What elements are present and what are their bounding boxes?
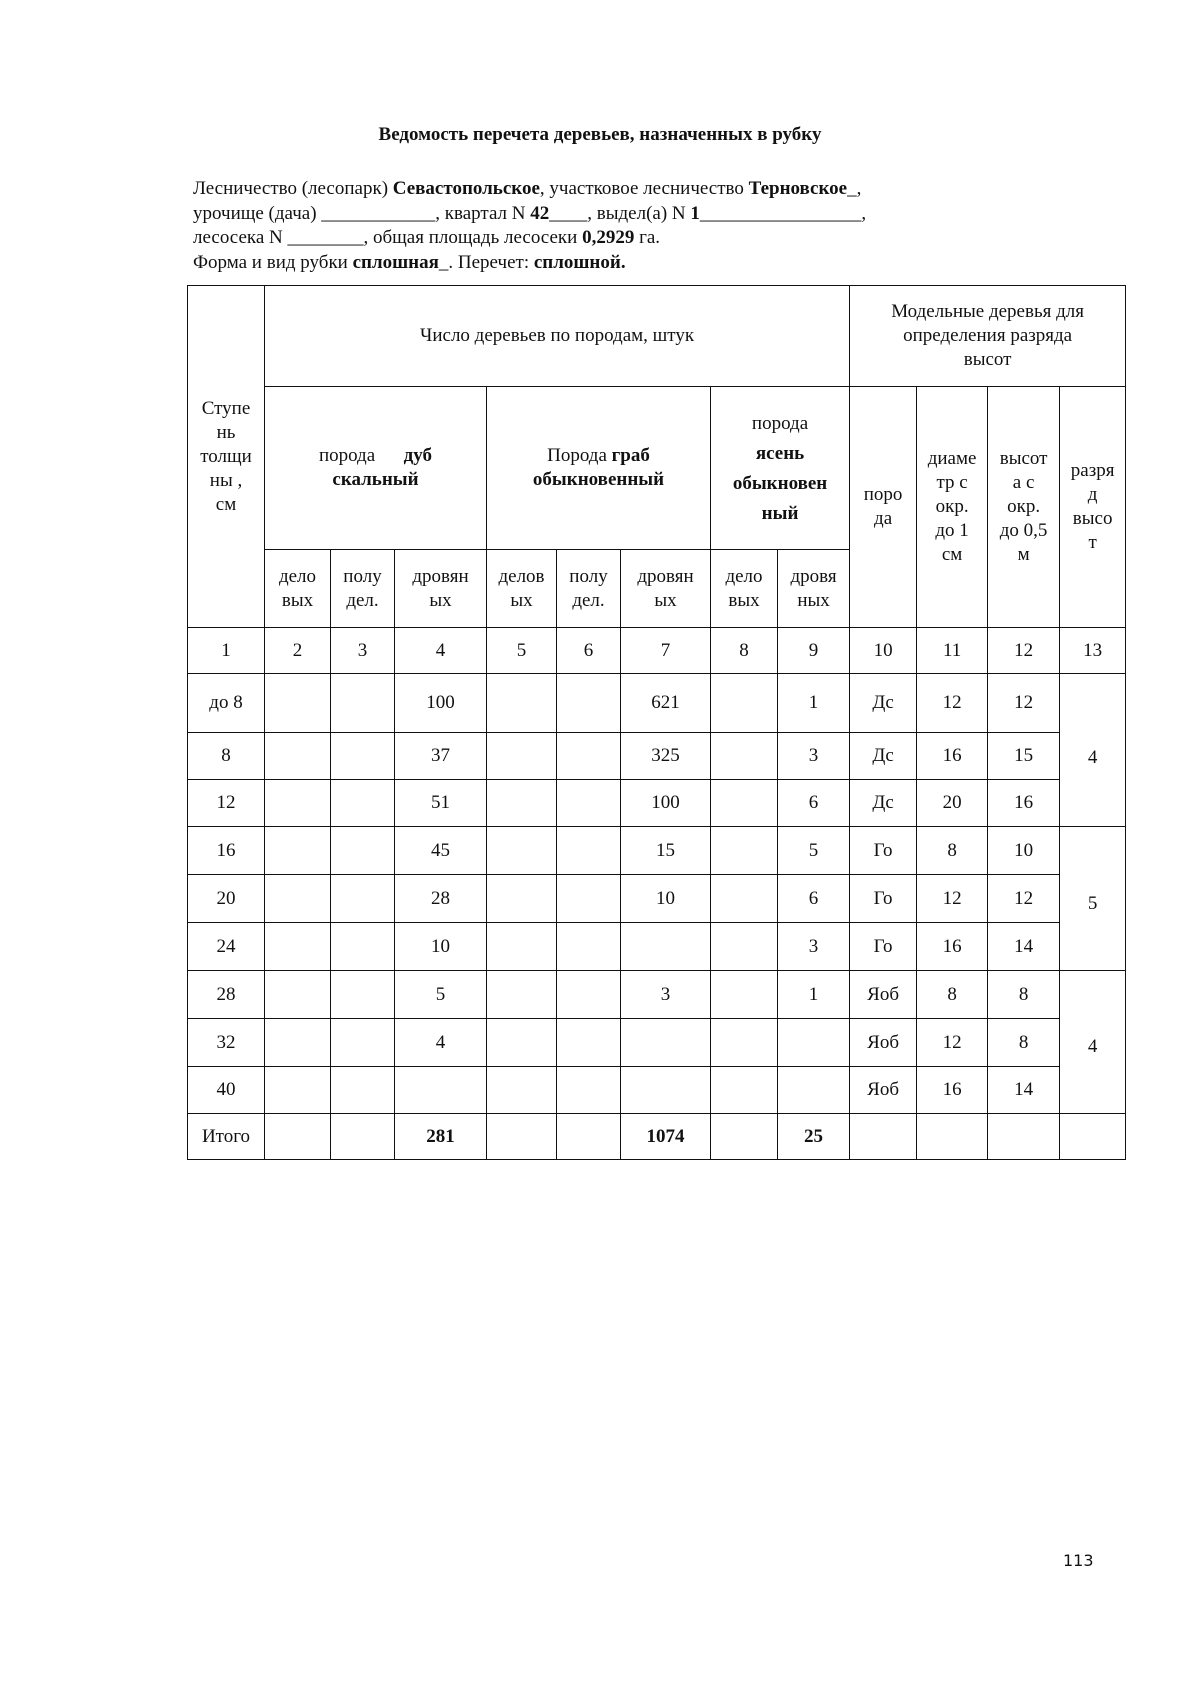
intro-line-4: Форма и вид рубки сплошная_. Перечет: сплошной. [193, 251, 626, 273]
cell [331, 780, 395, 827]
column-number: 8 [711, 628, 778, 674]
table-row [188, 923, 1126, 971]
column-number: 5 [487, 628, 557, 674]
thickness-step: 8 [188, 733, 265, 780]
cell [331, 923, 395, 971]
total-ash-firewood: 25 [778, 1114, 850, 1160]
cell [331, 1114, 395, 1160]
cell: 1 [778, 674, 850, 733]
model-diameter: 8 [917, 971, 988, 1019]
subheader-business: делов ых [487, 550, 557, 628]
cell [487, 1114, 557, 1160]
thickness-step: 16 [188, 827, 265, 875]
cell [265, 733, 331, 780]
cell [850, 1114, 917, 1160]
model-diameter: 16 [917, 1067, 988, 1114]
total-oak-firewood: 281 [395, 1114, 487, 1160]
cell: 621 [621, 674, 711, 733]
cell: 1 [778, 971, 850, 1019]
cell: 3 [778, 923, 850, 971]
subheader-firewood: дровян ых [395, 550, 487, 628]
count-type: сплошной. [533, 251, 626, 273]
model-species: Яоб [850, 971, 917, 1019]
column-number: 4 [395, 628, 487, 674]
header-species-oak: порода дуб скальный [265, 387, 487, 550]
table-row [188, 971, 1126, 1019]
cell: 325 [621, 733, 711, 780]
header-model-height: высот а с окр. до 0,5 м [988, 387, 1060, 628]
cell [557, 1067, 621, 1114]
thickness-step: до 8 [188, 674, 265, 733]
cell: 15 [621, 827, 711, 875]
thickness-step: 40 [188, 1067, 265, 1114]
cell [265, 780, 331, 827]
cell [331, 827, 395, 875]
table-row [188, 780, 1126, 827]
cell: 4 [395, 1019, 487, 1067]
cell [265, 1067, 331, 1114]
cell [1060, 1114, 1126, 1160]
model-species: Яоб [850, 1067, 917, 1114]
forestry-name: Севастопольское [392, 178, 540, 199]
subheader-firewood: дровян ых [621, 550, 711, 628]
subheader-semi-business: полу дел. [557, 550, 621, 628]
subheader-semi-business: полу дел. [331, 550, 395, 628]
cell [487, 1019, 557, 1067]
header-thickness-step: Ступе нь толщи ны , см [188, 286, 265, 628]
height-rank: 5 [1060, 827, 1126, 971]
cell: 3 [621, 971, 711, 1019]
tree-count-table [187, 285, 1126, 1160]
document-title: Ведомость перечета деревьев, назначенных в рубку [378, 124, 822, 145]
cell [557, 875, 621, 923]
cell [778, 1067, 850, 1114]
cell [711, 780, 778, 827]
model-height: 14 [988, 923, 1060, 971]
cell [711, 875, 778, 923]
cell [778, 1019, 850, 1067]
column-number-row [188, 628, 1126, 674]
cell [711, 1114, 778, 1160]
cell: 100 [395, 674, 487, 733]
thickness-step: 24 [188, 923, 265, 971]
cell [988, 1114, 1060, 1160]
model-species: Го [850, 875, 917, 923]
subheader-business: дело вых [265, 550, 331, 628]
model-species: Го [850, 923, 917, 971]
model-species: Яоб [850, 1019, 917, 1067]
column-number: 7 [621, 628, 711, 674]
header-tree-count: Число деревьев по породам, штук [265, 286, 850, 387]
cell: 10 [395, 923, 487, 971]
total-hornbeam-firewood: 1074 [621, 1114, 711, 1160]
quarter-number: 42 [530, 202, 550, 224]
height-rank: 4 [1060, 971, 1126, 1114]
cell: 10 [621, 875, 711, 923]
model-height: 12 [988, 875, 1060, 923]
cell: 100 [621, 780, 711, 827]
header-model-trees: Модельные деревья для определения разряда высот [850, 286, 1126, 387]
column-number: 6 [557, 628, 621, 674]
header-model-species: поро да [850, 387, 917, 628]
column-number: 10 [850, 628, 917, 674]
model-diameter: 12 [917, 875, 988, 923]
cell [395, 1067, 487, 1114]
model-species: Го [850, 827, 917, 875]
cell [265, 1114, 331, 1160]
cell [557, 1114, 621, 1160]
cell [557, 780, 621, 827]
cell [331, 1067, 395, 1114]
cut-area: 0,2929 [582, 227, 635, 248]
cell [557, 674, 621, 733]
cell: 28 [395, 875, 487, 923]
cell [265, 827, 331, 875]
cell [487, 780, 557, 827]
cell: 6 [778, 875, 850, 923]
cell [711, 923, 778, 971]
cell [331, 733, 395, 780]
header-species-ash: порода ясень обыкновен ный [711, 387, 850, 550]
cell: 5 [778, 827, 850, 875]
model-diameter: 8 [917, 827, 988, 875]
column-number: 2 [265, 628, 331, 674]
model-height: 10 [988, 827, 1060, 875]
cell [487, 923, 557, 971]
cell: 5 [395, 971, 487, 1019]
table-row [188, 1019, 1126, 1067]
table-row [188, 1067, 1126, 1114]
height-rank: 4 [1060, 674, 1126, 827]
cell [487, 674, 557, 733]
column-number: 1 [188, 628, 265, 674]
cell [265, 923, 331, 971]
cell [487, 875, 557, 923]
column-number: 13 [1060, 628, 1126, 674]
model-height: 16 [988, 780, 1060, 827]
thickness-step: 12 [188, 780, 265, 827]
cell: 3 [778, 733, 850, 780]
model-species: Дс [850, 780, 917, 827]
cell [621, 1067, 711, 1114]
thickness-step: 20 [188, 875, 265, 923]
intro-line-2: урочище (дача) ____________, квартал N 42____, выдел(а) N 1_________________, [193, 202, 867, 224]
model-diameter: 12 [917, 674, 988, 733]
page-number: 113 [1063, 1551, 1094, 1570]
model-diameter: 16 [917, 733, 988, 780]
table-row [188, 674, 1126, 733]
cell: 37 [395, 733, 487, 780]
header-model-diameter: диаме тр с окр. до 1 см [917, 387, 988, 628]
model-height: 14 [988, 1067, 1060, 1114]
thickness-step: 28 [188, 971, 265, 1019]
cell [917, 1114, 988, 1160]
cell [331, 971, 395, 1019]
cell [331, 1019, 395, 1067]
model-height: 15 [988, 733, 1060, 780]
plot-number: 1 [690, 202, 700, 224]
table-row [188, 875, 1126, 923]
header-species-hornbeam: Порода граб обыкновенный [487, 387, 711, 550]
cell [711, 674, 778, 733]
cell [557, 971, 621, 1019]
model-diameter: 12 [917, 1019, 988, 1067]
column-number: 11 [917, 628, 988, 674]
column-number: 9 [778, 628, 850, 674]
district-name: Терновское [748, 178, 848, 199]
intro-block [193, 177, 866, 275]
cell [557, 923, 621, 971]
cell [711, 1067, 778, 1114]
cell [487, 971, 557, 1019]
cell [265, 875, 331, 923]
cell [331, 674, 395, 733]
model-height: 8 [988, 971, 1060, 1019]
cell: 45 [395, 827, 487, 875]
model-diameter: 20 [917, 780, 988, 827]
total-row [188, 1114, 1126, 1160]
cell [487, 733, 557, 780]
column-number: 3 [331, 628, 395, 674]
cell: 51 [395, 780, 487, 827]
table-row [188, 827, 1126, 875]
table-row [188, 733, 1126, 780]
cell [331, 875, 395, 923]
cell [487, 1067, 557, 1114]
thickness-step: 32 [188, 1019, 265, 1067]
cell [265, 971, 331, 1019]
model-species: Дс [850, 674, 917, 733]
cell [265, 674, 331, 733]
column-number: 12 [988, 628, 1060, 674]
cell: 6 [778, 780, 850, 827]
subheader-firewood: дровя ных [778, 550, 850, 628]
cell [557, 827, 621, 875]
cell [487, 827, 557, 875]
cell [621, 923, 711, 971]
cell [711, 733, 778, 780]
model-species: Дс [850, 733, 917, 780]
model-height: 8 [988, 1019, 1060, 1067]
cell [711, 1019, 778, 1067]
intro-line-1: Лесничество (лесопарк) Севастопольское, участковое лесничество Терновское_, [193, 178, 862, 199]
subheader-business: дело вых [711, 550, 778, 628]
cell [557, 733, 621, 780]
cell [265, 1019, 331, 1067]
model-diameter: 16 [917, 923, 988, 971]
felling-form: сплошная [352, 251, 439, 273]
cell [621, 1019, 711, 1067]
total-label: Итого [188, 1114, 265, 1160]
cell [711, 971, 778, 1019]
cell [557, 1019, 621, 1067]
header-model-rank: разря д высо т [1060, 387, 1126, 628]
cell [711, 827, 778, 875]
model-height: 12 [988, 674, 1060, 733]
intro-line-3: лесосека N ________, общая площадь лесосеки 0,2929 га. [193, 227, 661, 248]
